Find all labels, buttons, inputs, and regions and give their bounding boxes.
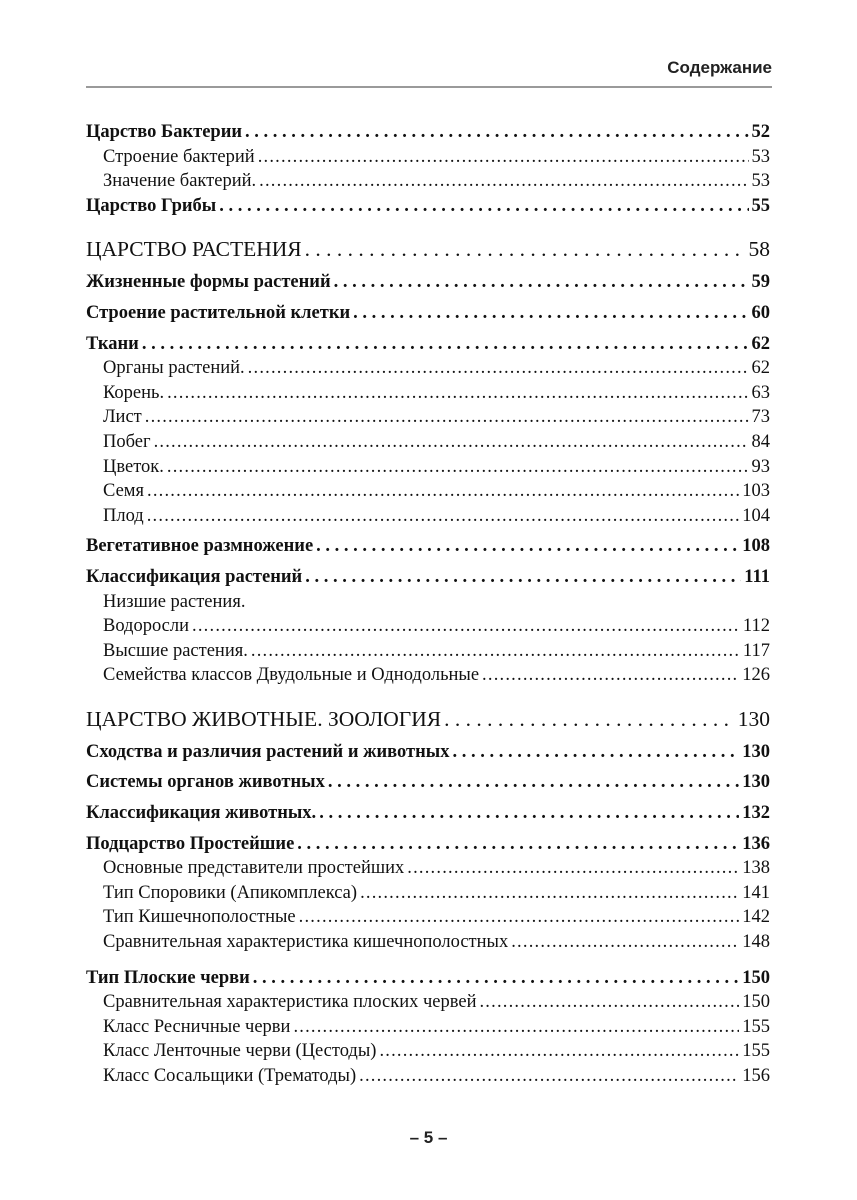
toc-leader: [219, 194, 748, 219]
toc-leader: [147, 504, 740, 529]
toc-entry-label: Тип Споровики (Апикомплекса): [103, 882, 358, 903]
spacer: [86, 218, 770, 234]
toc-leader: [360, 881, 739, 906]
toc-page-number: 111: [744, 566, 770, 587]
toc-entry-protozoa-reps: [86, 856, 770, 881]
toc-leader: [248, 356, 749, 381]
toc-entry-similarities: [86, 740, 770, 765]
toc-page-number: 142: [742, 907, 770, 928]
toc-leader: [316, 534, 739, 559]
toc-entry-label: Ткани: [86, 333, 139, 354]
toc-entry-organ-systems: [86, 770, 770, 795]
toc-entry-label: Тип Кишечнополостные: [103, 907, 296, 928]
toc-page-number: 126: [742, 665, 770, 686]
toc-entry-label: Вегетативное размножение: [86, 536, 314, 557]
toc-page-number: 148: [742, 932, 770, 953]
toc-entry-bacteria-structure: [86, 145, 770, 170]
toc-page-number: 155: [742, 1016, 770, 1037]
toc-page-number: 58: [748, 237, 770, 262]
toc-page-number: 63: [751, 382, 770, 403]
toc-entry-label: Жизненные формы растений: [86, 272, 331, 293]
toc-leader: [192, 614, 740, 639]
toc-entry-label: Строение растительной клетки: [86, 302, 351, 323]
toc-leader: [167, 381, 748, 406]
toc-entry-label: Класс Ресничные черви: [103, 1016, 291, 1037]
toc-leader: [407, 856, 739, 881]
toc-entry-bacteria: [86, 120, 770, 145]
toc-page-number: 141: [742, 882, 770, 903]
toc-page-number: 73: [751, 407, 770, 428]
toc-leader: [299, 905, 740, 930]
toc-entry-fruit: [86, 504, 770, 529]
toc-entry-families: [86, 663, 770, 688]
toc-entry-label: ЦАРСТВО РАСТЕНИЯ: [86, 237, 302, 262]
toc-entry-label: Царство Грибы: [86, 195, 217, 216]
toc-entry-label: Цветок.: [103, 456, 164, 477]
page-number-footer: – 5 –: [409, 1128, 448, 1147]
toc-page-number: 52: [751, 122, 770, 142]
toc-leader: [444, 704, 735, 734]
toc-entry-cnidaria: [86, 905, 770, 930]
toc-leader: [328, 770, 739, 795]
toc-leader: [154, 430, 749, 455]
toc-entry-algae: [86, 614, 770, 639]
toc-entry-flatworms: [86, 966, 770, 991]
spacer: [86, 955, 770, 966]
toc-entry-shoot: [86, 430, 770, 455]
toc-entry-leaf: [86, 405, 770, 430]
toc-entry-bacteria-meaning: [86, 169, 770, 194]
toc-page-number: 132: [742, 803, 770, 824]
toc-entry-protozoa: [86, 832, 770, 857]
toc-leader: [379, 1039, 739, 1064]
toc-entry-label: Семя: [103, 481, 144, 502]
toc-leader: [479, 990, 739, 1015]
toc-entry-label: Класс Сосальщики (Трематоды): [103, 1066, 357, 1086]
toc-page-number: 156: [742, 1066, 770, 1086]
toc-entry-label: Сходства и различия растений и животных: [86, 741, 450, 762]
toc-entry-animals: [86, 704, 770, 734]
toc-leader: [259, 169, 748, 194]
toc-entry-label: Сравнительная характеристика плоских червей: [103, 992, 477, 1013]
toc-entry-plant-classification: [86, 565, 770, 590]
toc-page-number: 155: [742, 1041, 770, 1062]
toc-entry-tissues: [86, 332, 770, 357]
toc-entry-plant-cell: [86, 301, 770, 326]
toc-entry-seed: [86, 479, 770, 504]
toc-entry-label: Классификация растений: [86, 566, 303, 587]
toc-leader: [245, 120, 748, 145]
toc-entry-label: Низшие растения.: [103, 591, 246, 612]
toc-entry-label: Системы органов животных: [86, 772, 325, 793]
toc-entry-label: Сравнительная характеристика кишечнополостных: [103, 932, 509, 953]
toc-entry-vegetative: [86, 534, 770, 559]
toc-page-number: 108: [742, 536, 770, 557]
toc-leader: [167, 455, 749, 480]
toc-page-number: 130: [742, 741, 770, 762]
toc-leader: [297, 832, 739, 857]
toc-entry-root: [86, 381, 770, 406]
toc-leader: [319, 801, 739, 826]
toc-page-number: 150: [742, 992, 770, 1013]
toc-leader: [145, 405, 749, 430]
toc-leader: [253, 966, 739, 991]
table-of-contents: [86, 120, 770, 1089]
toc-page-number: 136: [742, 833, 770, 854]
toc-page-number: 93: [751, 456, 770, 477]
toc-leader: [511, 930, 739, 955]
toc-page-number: 84: [751, 431, 770, 452]
toc-entry-label: Органы растений.: [103, 358, 245, 379]
toc-leader: [353, 301, 748, 326]
toc-entry-label: Корень.: [103, 382, 165, 403]
toc-entry-sporozoa: [86, 881, 770, 906]
toc-entry-trematoda: [86, 1064, 770, 1089]
toc-entry-label: Побег: [103, 431, 151, 452]
toc-page-number: 112: [742, 616, 770, 637]
header-title: Содержание: [667, 58, 772, 77]
toc-entry-label: ЦАРСТВО ЖИВОТНЫЕ. ЗООЛОГИЯ: [86, 706, 442, 731]
toc-page-number: 104: [742, 505, 770, 526]
toc-entry-cestoda: [86, 1039, 770, 1064]
toc-entry-label: Лист: [103, 407, 142, 428]
toc-leader: [147, 479, 739, 504]
toc-entry-cnidaria-comparison: [86, 930, 770, 955]
toc-leader: [305, 565, 741, 590]
toc-page-number: 130: [737, 706, 770, 731]
toc-leader: [482, 663, 739, 688]
running-header: [86, 58, 772, 88]
toc-page-number: 150: [742, 967, 770, 988]
toc-page-number: 62: [751, 358, 770, 379]
toc-entry-life-forms: [86, 270, 770, 295]
toc-leader: [359, 1064, 739, 1089]
toc-page-number: 130: [742, 772, 770, 793]
toc-page-number: 60: [751, 302, 770, 323]
toc-entry-fungi: [86, 194, 770, 219]
toc-entry-label: Царство Бактерии: [86, 122, 243, 142]
toc-entry-label: Подцарство Простейшие: [86, 833, 295, 854]
toc-page-number: 103: [742, 481, 770, 502]
toc-leader: [334, 270, 749, 295]
toc-entry-plants: [86, 234, 770, 264]
toc-entry-animal-classification: [86, 801, 770, 826]
toc-page-number: 53: [751, 146, 770, 167]
toc-entry-label: Класс Ленточные черви (Цестоды): [103, 1041, 377, 1062]
toc-entry-label: Высшие растения.: [103, 640, 248, 661]
toc-entry-flower: [86, 455, 770, 480]
toc-entry-turbellaria: [86, 1015, 770, 1040]
toc-leader: [293, 1015, 739, 1040]
toc-entry-label: Классификация животных.: [86, 803, 317, 824]
toc-entry-higher-plants: [86, 639, 770, 664]
toc-entry-label: Тип Плоские черви: [86, 967, 250, 988]
toc-entry-label: Основные представители простейших: [103, 858, 405, 879]
toc-entry-label: Плод: [103, 505, 144, 526]
toc-entry-lower-plants: [86, 590, 770, 615]
toc-leader: [305, 234, 746, 264]
toc-leader: [258, 145, 749, 170]
toc-entry-organs: [86, 356, 770, 381]
toc-entry-flatworms-comparison: [86, 990, 770, 1015]
toc-leader: [453, 740, 740, 765]
toc-page-number: 53: [751, 171, 770, 192]
toc-page-number: 117: [742, 640, 770, 661]
toc-entry-label: Строение бактерий: [103, 146, 255, 167]
toc-page-number: 59: [751, 272, 770, 293]
toc-entry-label: Водоросли: [103, 616, 190, 637]
spacer: [86, 688, 770, 704]
toc-leader: [142, 332, 749, 357]
toc-entry-label: Значение бактерий.: [103, 171, 257, 192]
toc-leader: [251, 639, 740, 664]
toc-page-number: 62: [751, 333, 770, 354]
toc-page-number: 55: [751, 195, 770, 216]
toc-page-number: 138: [742, 858, 770, 879]
toc-entry-label: Семейства классов Двудольные и Однодольные: [103, 665, 480, 686]
